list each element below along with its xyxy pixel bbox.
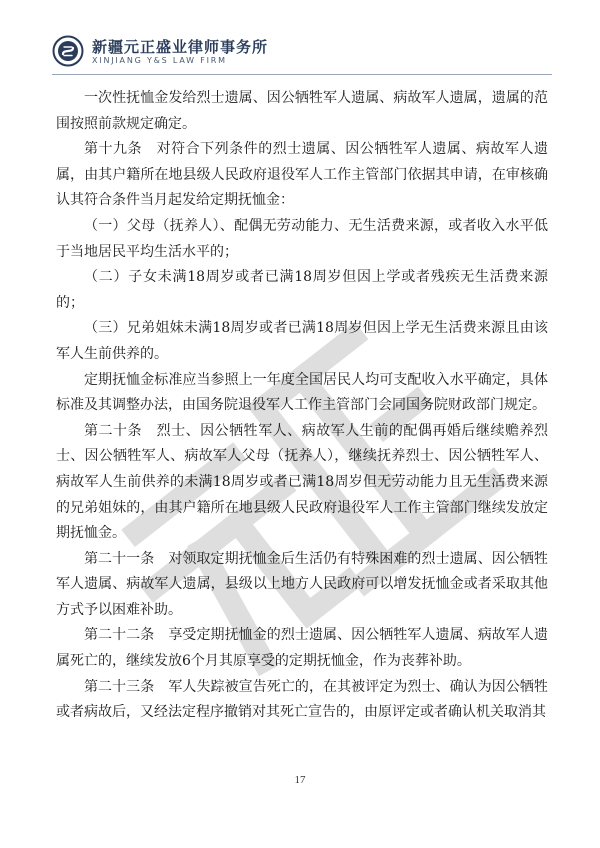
page-header [52,32,552,72]
paragraph-article-21: 第二十一条 对领取定期抚恤金后生活仍有特殊困难的烈士遗属、因公牺牲军人遗属、病故军人遗属，县级以上地方人民政府可以增发抚恤金或者采取其他方式予以困难补助。 [56,550,548,618]
paragraph-article-20: 第二十条 烈士、因公牺牲军人、病故军人生前的配偶再婚后继续赡养烈士、因公牺牲军人、病故军人父母（抚养人），继续抚养烈士、因公牺牲军人、病故军人生前供养的未满18周岁或者已满18周岁但无劳动能力且无生活费来源的兄弟姐妹的，由其户籍所在地县级人民政府退役军人工作主管部门继续发放定期抚恤金。 [56,422,548,542]
firm-logo-icon [52,35,84,67]
paragraph-continuation: 一次性抚恤金发给烈士遗属、因公牺牲军人遗属、病故军人遗属，遗属的范围按照前款规定确定。 [56,90,548,132]
header-divider [52,74,552,75]
document-body [56,86,548,726]
paragraph-standard: 定期抚恤金标准应当参照上一年度全国居民人均可支配收入水平确定，具体标准及其调整办法，由国务院退役军人工作主管部门会同国务院财政部门规定。 [56,371,548,414]
paragraph-item-2: （二）子女未满18周岁或者已满18周岁但因上学或者残疾无生活费来源的； [56,269,548,311]
page-number: 17 [294,774,306,786]
firm-name-en: XINJIANG Y&S LAW FIRM [92,56,227,65]
firm-name-cn: 新疆元正盛业律师事务所 [92,38,269,56]
paragraph-item-3: （三）兄弟姐妹未满18周岁或者已满18周岁但因上学无生活费来源且由该军人生前供养的。 [56,320,548,362]
paragraph-article-19: 第十九条 对符合下列条件的烈士遗属、因公牺牲军人遗属、病故军人遗属，由其户籍所在地县级人民政府退役军人工作主管部门依据其申请，在审核确认其符合条件当月起发给定期抚恤金： [56,141,548,209]
paragraph-item-1: （一）父母（抚养人）、配偶无劳动能力、无生活费来源，或者收入水平低于当地居民平均生活水平的； [56,217,548,260]
paragraph-article-23: 第二十三条 军人失踪被宣告死亡的，在其被评定为烈士、确认为因公牺牲或者病故后，又经法定程序撤销对其死亡宣告的，由原评定或者确认机关取消其 [56,678,548,721]
paragraph-article-22: 第二十二条 享受定期抚恤金的烈士遗属、因公牺牲军人遗属、病故军人遗属死亡的，继续发放6个月其原享受的定期抚恤金，作为丧葬补助。 [56,627,548,670]
